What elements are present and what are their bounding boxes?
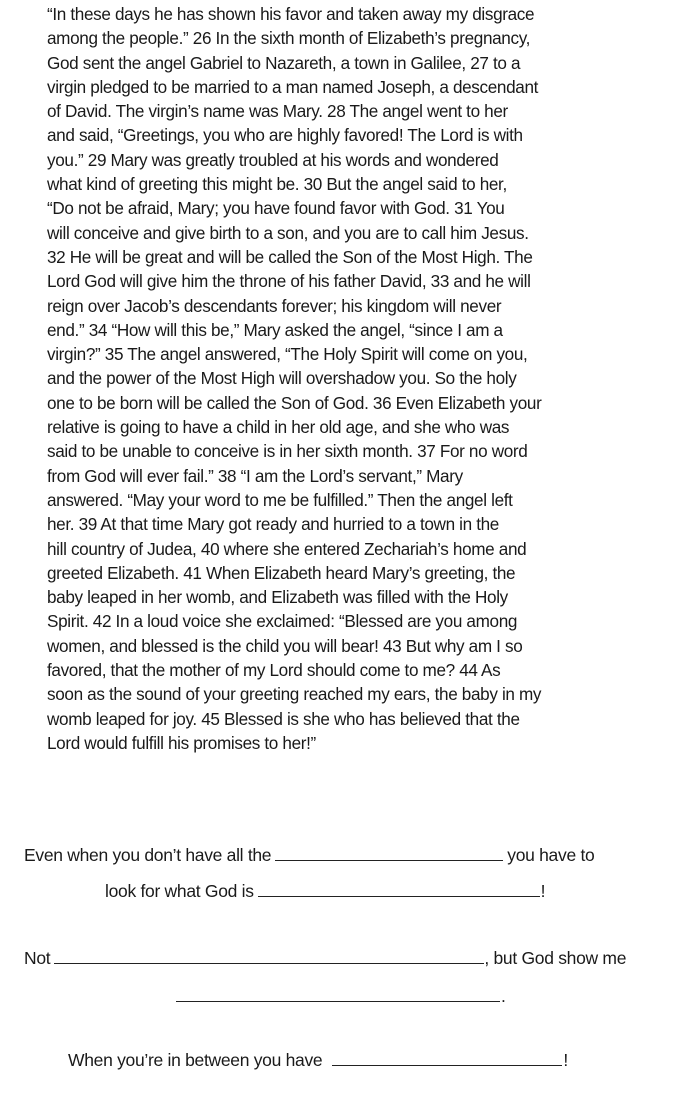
- passage-line: you.” 29 Mary was greatly troubled at his words and wondered: [47, 149, 499, 170]
- passage-line: God sent the angel Gabriel to Nazareth, a town in Galilee, 27 to a: [47, 52, 521, 73]
- prompt-text: .: [501, 986, 506, 1006]
- answer-blank-1[interactable]: [275, 859, 503, 861]
- fill-in-line-4: [172, 986, 506, 1007]
- passage-line: of David. The virgin’s name was Mary. 28 The angel went to her: [47, 101, 508, 122]
- passage-line: “Do not be afraid, Mary; you have found favor with God. 31 You: [47, 198, 505, 219]
- passage-line: and the power of the Most High will overshadow you. So the holy: [47, 368, 517, 389]
- passage-line: virgin?” 35 The angel answered, “The Holy Spirit will come on you,: [47, 344, 528, 365]
- passage-line: Spirit. 42 In a loud voice she exclaimed: “Blessed are you among: [47, 611, 518, 632]
- answer-blank-4[interactable]: [176, 1000, 500, 1002]
- passage-line: Lord God will give him the throne of his father David, 33 and he will: [47, 271, 531, 292]
- passage-line: women, and blessed is the child you will bear! 43 But why am I so: [47, 635, 523, 656]
- fill-in-line-5: [68, 1050, 568, 1071]
- passage-line: Lord would fulfill his promises to her!”: [47, 732, 316, 753]
- passage-line: her. 39 At that time Mary got ready and hurried to a town in the: [47, 514, 499, 535]
- answer-blank-2[interactable]: [258, 895, 540, 897]
- passage-line: said to be unable to conceive is in her sixth month. 37 For no word: [47, 441, 528, 462]
- passage-line: what kind of greeting this might be. 30 But the angel said to her,: [47, 174, 507, 195]
- fill-in-line-1: [24, 845, 594, 866]
- prompt-text: When you’re in between you have: [68, 1050, 323, 1070]
- answer-blank-5[interactable]: [332, 1064, 562, 1066]
- prompt-text: look for what God is: [105, 881, 254, 901]
- prompt-text: !: [563, 1050, 568, 1070]
- passage-line: among the people.” 26 In the sixth month of Elizabeth’s pregnancy,: [47, 28, 531, 49]
- scripture-passage: [47, 2, 687, 755]
- passage-line: from God will ever fail.” 38 “I am the Lord’s servant,” Mary: [47, 465, 463, 486]
- passage-line: answered. “May your word to me be fulfilled.” Then the angel left: [47, 489, 513, 510]
- passage-line: baby leaped in her womb, and Elizabeth was filled with the Holy: [47, 587, 508, 608]
- passage-line: virgin pledged to be married to a man named Joseph, a descendant: [47, 76, 539, 97]
- passage-line: 32 He will be great and will be called the Son of the Most High. The: [47, 246, 533, 267]
- passage-line: greeted Elizabeth. 41 When Elizabeth heard Mary’s greeting, the: [47, 562, 516, 583]
- prompt-text: you have to: [507, 845, 595, 865]
- prompt-text: Not: [24, 948, 51, 968]
- prompt-text: , but God show me: [484, 948, 627, 968]
- passage-line: reign over Jacob’s descendants forever; his kingdom will never: [47, 295, 502, 316]
- passage-line: womb leaped for joy. 45 Blessed is she who has believed that the: [47, 708, 520, 729]
- passage-line: and said, “Greetings, you who are highly favored! The Lord is with: [47, 125, 523, 146]
- passage-line: relative is going to have a child in her old age, and she who was: [47, 417, 510, 438]
- prompt-text: Even when you don’t have all the: [24, 845, 272, 865]
- passage-line: one to be born will be called the Son of God. 36 Even Elizabeth your: [47, 392, 542, 413]
- passage-line: will conceive and give birth to a son, and you are to call him Jesus.: [47, 222, 529, 243]
- fill-in-line-2: [105, 881, 545, 902]
- passage-line: “In these days he has shown his favor and taken away my disgrace: [47, 4, 535, 24]
- prompt-text: !: [540, 881, 546, 901]
- answer-blank-3[interactable]: [54, 962, 484, 964]
- passage-line: hill country of Judea, 40 where she entered Zechariah’s home and: [47, 538, 527, 559]
- passage-line: end.” 34 “How will this be,” Mary asked the angel, “since I am a: [47, 319, 503, 340]
- fill-in-line-3: [24, 948, 626, 969]
- passage-line: soon as the sound of your greeting reached my ears, the baby in my: [47, 684, 542, 705]
- passage-line: favored, that the mother of my Lord should come to me? 44 As: [47, 660, 501, 681]
